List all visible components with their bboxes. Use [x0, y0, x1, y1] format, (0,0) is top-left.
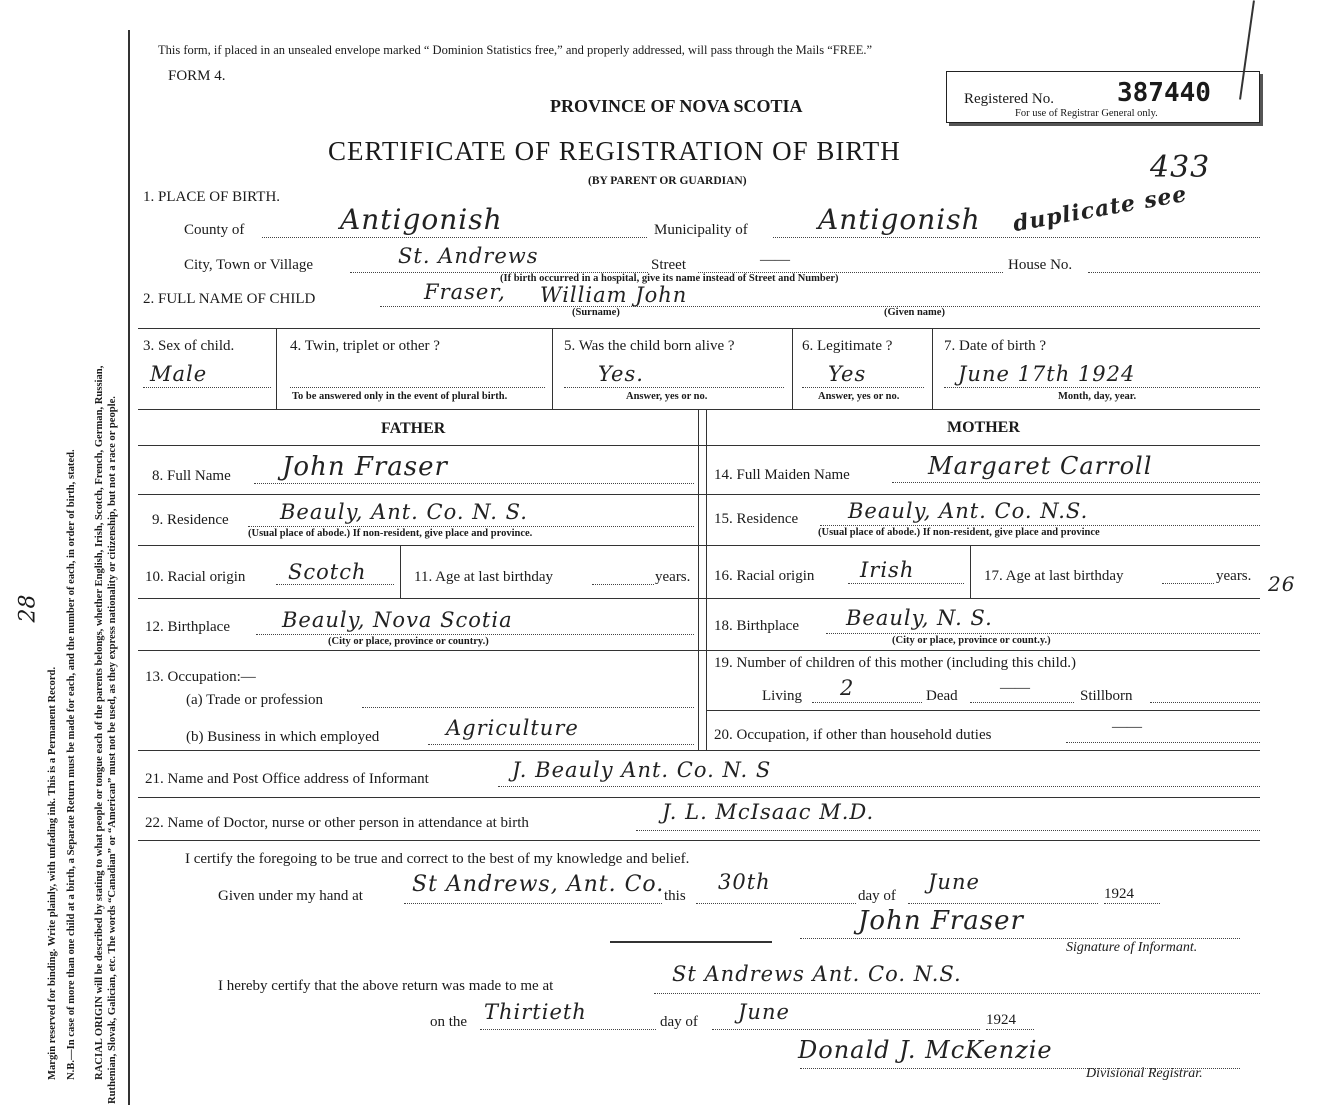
sex-value: Male [150, 362, 208, 386]
father-racial: Scotch [288, 560, 367, 584]
father-birthplace-note: (City or place, province or country.) [328, 636, 489, 647]
rule-row12 [138, 650, 1260, 651]
rule-row3-div3 [792, 328, 793, 409]
registrar-month: June [738, 1000, 790, 1024]
county-value: Antigonish [340, 203, 503, 236]
father-trade-line [362, 707, 694, 708]
mother-occupation-line [1066, 742, 1260, 743]
margin-text-binding: Margin reserved for binding. Write plainly, with unfading ink. This is a Permanent Record. [47, 666, 58, 1080]
father-years: years. [655, 569, 691, 585]
given-place-line [404, 903, 662, 904]
rule-row3-top [138, 328, 1260, 329]
form-number: FORM 4. [168, 68, 226, 84]
mother-age-line [1162, 583, 1214, 584]
informant-label: 21. Name and Post Office address of Informant [145, 771, 429, 787]
rule-center-a [698, 409, 699, 750]
father-racial-line [276, 584, 394, 585]
mother-name-label: 14. Full Maiden Name [714, 467, 850, 483]
informant-signature: John Fraser [858, 906, 1024, 936]
street-value: —— [760, 252, 790, 268]
given-place: St Andrews, Ant. Co. [412, 872, 665, 897]
certificate-subtitle: (BY PARENT OR GUARDIAN) [588, 175, 747, 187]
child-surname: Fraser, [424, 280, 506, 304]
father-birthplace: Beauly, Nova Scotia [282, 608, 513, 632]
rule-row3-div4 [932, 328, 933, 409]
child-given-name: William John [540, 283, 688, 307]
rule-row3-bottom [138, 409, 1260, 410]
mother-residence: Beauly, Ant. Co. N.S. [848, 499, 1089, 523]
house-line [1088, 272, 1260, 273]
mother-residence-note: (Usual place of abode.) If non-resident, give place and province [818, 527, 1100, 538]
certificate-title: CERTIFICATE OF REGISTRATION OF BIRTH [328, 136, 901, 166]
living-label: Living [762, 688, 802, 704]
province-heading: PROVINCE OF NOVA SCOTIA [550, 96, 803, 116]
alive-line [564, 387, 784, 388]
legitimate-value: Yes [828, 362, 867, 386]
father-name: John Fraser [282, 452, 448, 482]
street-label: Street [651, 257, 686, 273]
legitimate-note: Answer, yes or no. [818, 391, 900, 402]
stillborn-line [1150, 702, 1260, 703]
certify-day-of-label: day of [858, 888, 896, 904]
mother-birthplace-label: 18. Birthplace [714, 618, 799, 634]
father-trade-label: (a) Trade or profession [186, 692, 324, 708]
given-name-caption: (Given name) [884, 307, 945, 318]
twin-note: To be answered only in the event of plural birth. [292, 391, 508, 402]
house-label: House No. [1008, 257, 1073, 273]
father-age-line [592, 584, 654, 585]
mother-name: Margaret Carroll [928, 452, 1153, 480]
mother-occupation-label: 20. Occupation, if other than household duties [714, 727, 992, 743]
alive-label: 5. Was the child born alive ? [564, 338, 735, 354]
mother-birthplace-note: (City or place, province or count.y.) [892, 635, 1051, 646]
father-residence: Beauly, Ant. Co. N. S. [280, 500, 528, 524]
dead-label: Dead [926, 688, 958, 704]
margin-number: 28 [15, 594, 41, 623]
father-business-line [428, 744, 694, 745]
father-name-label: 8. Full Name [152, 468, 231, 484]
city-label: City, Town or Village [184, 257, 314, 273]
doctor-label: 22. Name of Doctor, nurse or other person in attendance at birth [145, 815, 529, 831]
doctor-line [636, 830, 1260, 831]
this-label: this [664, 888, 686, 904]
registrar-caption: Divisional Registrar. [1086, 1066, 1203, 1081]
mail-notice: This form, if placed in an unsealed envelope marked “ Dominion Statistics free,” and properly addressed, will pass through the Mails “FREE.” [158, 43, 873, 57]
registrar-year-line [986, 1029, 1034, 1030]
alive-value: Yes. [598, 362, 644, 386]
mother-racial: Irish [860, 558, 915, 582]
father-birthplace-line [256, 634, 694, 635]
short-rule [610, 941, 772, 943]
children-label: 19. Number of children of this mother (including this child.) [714, 655, 1077, 671]
rule-row3-div1 [276, 328, 277, 409]
on-the-label: on the [430, 1014, 468, 1030]
certify-statement: I certify the foregoing to be true and correct to the best of my knowledge and belief. [185, 851, 690, 867]
given-under-label: Given under my hand at [218, 888, 363, 904]
registrar-day: Thirtieth [484, 1000, 587, 1024]
rule-row8 [138, 494, 1260, 495]
registrar-year: 1924 [986, 1012, 1016, 1028]
rule-row19 [706, 710, 1260, 711]
hospital-note: (If birth occurred in a hospital, give its name instead of Street and Number) [500, 273, 839, 284]
municipality-label: Municipality of [654, 222, 748, 238]
certify-day-line [696, 903, 856, 904]
mother-heading: MOTHER [947, 419, 1020, 436]
municipality-line [773, 237, 1260, 238]
registrar-signature: Donald J. McKenzie [798, 1036, 1053, 1064]
place-of-birth-label: 1. PLACE OF BIRTH. [143, 189, 281, 205]
mother-residence-label: 15. Residence [714, 511, 799, 527]
stillborn-label: Stillborn [1080, 688, 1133, 704]
rule-under-headings [138, 445, 1260, 446]
informant-signature-caption: Signature of Informant. [1066, 940, 1198, 955]
father-residence-label: 9. Residence [152, 512, 229, 528]
father-business-label: (b) Business in which employed [186, 729, 380, 745]
registrar-statement: I hereby certify that the above return was made to me at [218, 978, 554, 994]
margin-text-nb: N.B.—In case of more than one child at a birth, a Separate Return must be made for each, and the number of each, in order of birth, stated. [66, 449, 77, 1080]
dob-line [944, 387, 1260, 388]
father-heading: FATHER [381, 420, 446, 437]
living-line [812, 702, 922, 703]
father-residence-line [248, 526, 694, 527]
father-occupation-label: 13. Occupation:— [145, 669, 256, 685]
alive-note: Answer, yes or no. [626, 391, 708, 402]
municipality-value: Antigonish [818, 203, 981, 236]
rule-center-b [706, 409, 707, 750]
twin-line [290, 387, 545, 388]
twin-label: 4. Twin, triplet or other ? [290, 338, 440, 354]
margin-text-ruthenian: Ruthenian, Slovak, Galician, etc. The words “Canadian” or “American” must not be used, as they express nationality or citizenship, but not a race or people. [107, 396, 118, 1104]
dob-label: 7. Date of birth ? [944, 338, 1047, 354]
certify-year-line [1104, 903, 1160, 904]
dead-value: —— [1000, 680, 1030, 696]
registered-note: For use of Registrar General only. [1015, 108, 1158, 119]
annotation-433: 433 [1150, 150, 1211, 185]
mother-age-annotation: 26 [1268, 572, 1296, 596]
county-label: County of [184, 222, 245, 238]
mother-name-line [892, 482, 1260, 483]
mother-racial-line [848, 583, 964, 584]
annotation-duplicate: duplicate see [1011, 180, 1190, 238]
father-racial-label: 10. Racial origin [145, 569, 246, 585]
city-value: St. Andrews [398, 244, 539, 268]
mother-birthplace: Beauly, N. S. [846, 606, 993, 630]
father-residence-note: (Usual place of abode.) If non-resident, give place and province. [248, 528, 533, 539]
rule-row21 [138, 797, 1260, 798]
rule-row22 [138, 840, 1260, 841]
mother-racial-label: 16. Racial origin [714, 568, 815, 584]
rule-row10-div-left [400, 545, 401, 598]
rule-row10 [138, 598, 1260, 599]
margin-rule [128, 30, 130, 1105]
child-name-line [380, 306, 1260, 307]
sex-label: 3. Sex of child. [143, 338, 235, 354]
legitimate-label: 6. Legitimate ? [802, 338, 893, 354]
rule-row13 [138, 750, 1260, 751]
registrar-month-line [712, 1029, 980, 1030]
certify-day: 30th [718, 870, 771, 894]
dob-value: June 17th 1924 [958, 362, 1136, 386]
mother-age-label: 17. Age at last birthday [984, 568, 1124, 584]
surname-caption: (Surname) [572, 307, 620, 318]
registrar-day-line [480, 1029, 656, 1030]
registrar-day-of-label: day of [660, 1014, 698, 1030]
rule-row3-div2 [552, 328, 553, 409]
registered-number: 387440 [1117, 78, 1211, 108]
child-name-label: 2. FULL NAME OF CHILD [143, 291, 316, 307]
registrar-place: St Andrews Ant. Co. N.S. [672, 962, 962, 986]
doctor-value: J. L. McIsaac M.D. [662, 800, 875, 824]
registered-number-box [946, 71, 1260, 123]
sex-line [143, 387, 271, 388]
margin-text-racial: RACIAL ORIGIN will be described by stating to what people or tongue each of the parents belongs, whether English, Irish, Scotch, French, German, Russian, [94, 365, 105, 1080]
living-value: 2 [840, 676, 855, 700]
informant-line [498, 786, 1260, 787]
rule-row9 [138, 545, 1260, 546]
father-name-line [254, 483, 694, 484]
certify-year: 1924 [1104, 886, 1134, 902]
father-birthplace-label: 12. Birthplace [145, 619, 230, 635]
rule-row10-div-right [970, 545, 971, 598]
registered-label: Registered No. [964, 91, 1054, 107]
legitimate-line [802, 387, 924, 388]
mother-birthplace-line [826, 633, 1260, 634]
dob-note: Month, day, year. [1058, 391, 1137, 402]
father-age-label: 11. Age at last birthday [414, 569, 553, 585]
informant-signature-line [800, 938, 1240, 939]
mother-occupation: —— [1112, 719, 1142, 735]
mother-years: years. [1216, 568, 1252, 584]
county-line [262, 237, 647, 238]
certify-month-line [908, 903, 1098, 904]
father-business: Agriculture [446, 716, 579, 740]
dead-line [970, 702, 1074, 703]
mother-residence-line [820, 525, 1260, 526]
registrar-place-line [654, 993, 1260, 994]
informant-value: J. Beauly Ant. Co. N. S [512, 758, 772, 782]
certify-month: June [928, 870, 980, 894]
